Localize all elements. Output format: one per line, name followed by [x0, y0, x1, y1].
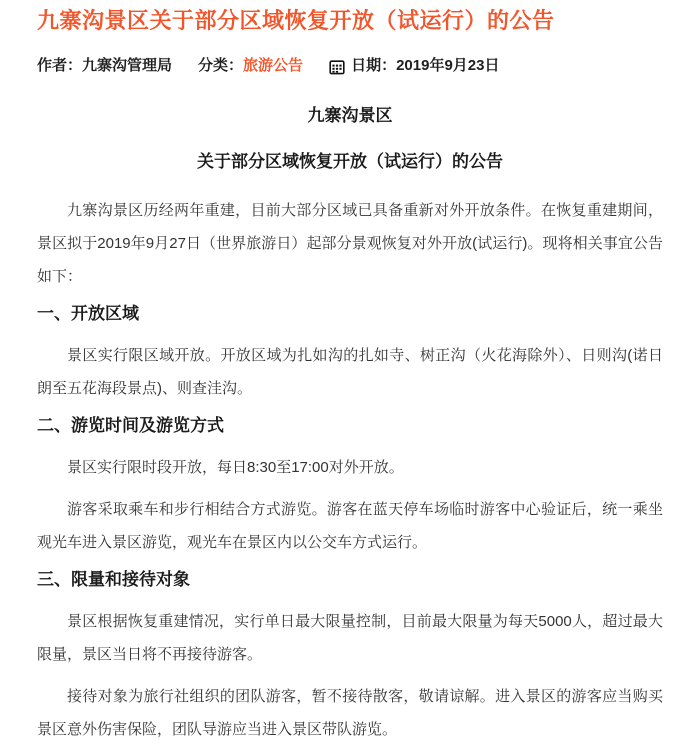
- announcement-section: [37, 568, 663, 746]
- category-label: 分类：: [198, 57, 244, 74]
- calendar-icon: [329, 59, 345, 75]
- document-heading-line2: 关于部分区域恢复开放（试运行）的公告: [197, 152, 503, 171]
- date-label: 日期：: [351, 57, 397, 74]
- date-value: 2019年9月23日: [396, 57, 500, 74]
- sections: [37, 302, 663, 746]
- announcement-section: [37, 414, 663, 559]
- section-heading: 二、游览时间及游览方式: [37, 416, 224, 435]
- paragraph: 游客采取乘车和步行相结合方式游览。游客在蓝天停车场临时游客中心验证后，统一乘坐观光车进入景区游览，观光车在景区内以公交车方式运行。: [37, 501, 663, 551]
- meta-author: [37, 55, 172, 77]
- meta-date: [329, 55, 499, 77]
- paragraph: 景区实行限区域开放。开放区域为扎如沟的扎如寺、树正沟（火花海除外）、日则沟(诺日朗至五花海段景点)、则查洼沟。: [37, 347, 663, 397]
- meta-category: [198, 55, 303, 77]
- paragraph: 景区根据恢复重建情况，实行单日最大限量控制，目前最大限量为每天5000人，超过最大限量，景区当日将不再接待游客。: [37, 613, 663, 663]
- author-label: 作者：: [37, 57, 83, 74]
- paragraph: 接待对象为旅行社组织的团队游客，暂不接待散客，敬请谅解。进入景区的游客应当购买景区意外伤害保险，团队导游应当进入景区带队游览。: [37, 688, 663, 738]
- article-meta: [37, 55, 663, 77]
- paragraph: 景区实行限时段开放，每日8:30至17:00对外开放。: [67, 459, 404, 476]
- author-value: 九寨沟管理局: [82, 57, 173, 74]
- section-heading: 一、开放区域: [37, 304, 139, 323]
- section-heading: 三、限量和接待对象: [37, 570, 190, 589]
- section-paragraphs: [37, 339, 663, 405]
- document-heading-line1: 九寨沟景区: [307, 106, 393, 125]
- section-paragraphs: [37, 605, 663, 746]
- intro-paragraph: 九寨沟景区历经两年重建，目前大部分区域已具备重新对外开放条件。在恢复重建期间，景区拟于2019年9月27日（世界旅游日）起部分景观恢复对外开放(试运行)。现将相关事宜公告如下：: [37, 202, 663, 285]
- announcement-section: [37, 302, 663, 405]
- category-link[interactable]: 旅游公告: [243, 57, 304, 74]
- page-title: 九寨沟景区关于部分区域恢复开放（试运行）的公告: [37, 8, 555, 33]
- section-paragraphs: [37, 451, 663, 559]
